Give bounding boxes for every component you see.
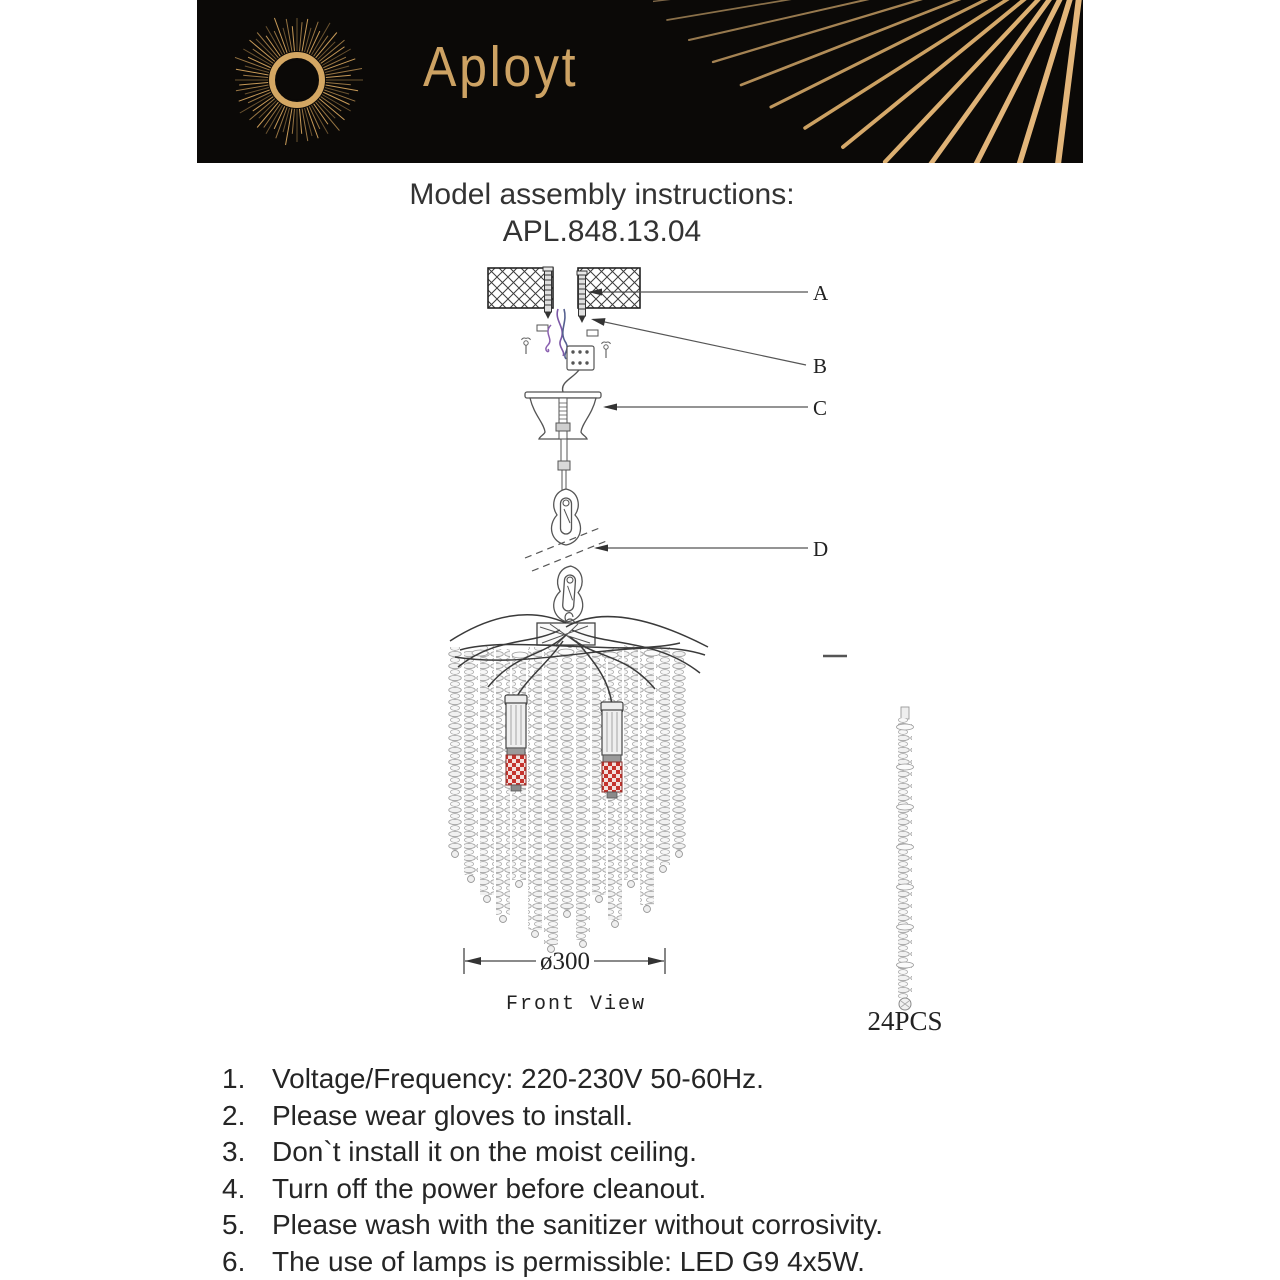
instruction-number: 6. [222, 1245, 246, 1277]
strand-sample [897, 707, 914, 1010]
instruction-item [222, 1207, 1102, 1244]
terminal-block [563, 346, 594, 392]
assembly-diagram [420, 255, 960, 1065]
instruction-number: 4. [222, 1172, 246, 1204]
title-block [0, 176, 1204, 250]
label-d: D [813, 537, 829, 561]
decorative-corner-rays [653, 0, 1083, 163]
instruction-number: 2. [222, 1099, 246, 1131]
canopy [525, 392, 601, 439]
instruction-item [222, 1244, 1102, 1280]
brand-name: Aployt [423, 35, 579, 99]
instruction-item [222, 1134, 1102, 1171]
instruction-text: Voltage/Frequency: 220-230V 50-60Hz. [272, 1063, 764, 1094]
leader-lines [588, 289, 847, 657]
instruction-number: 3. [222, 1136, 246, 1167]
dimension-value: ø300 [540, 948, 590, 975]
label-a: A [813, 281, 829, 305]
page-title: Model assembly instructions: [409, 178, 795, 211]
suspension-rod [558, 439, 570, 490]
brand-banner [197, 0, 1083, 163]
instruction-text: Don`t install it on the moist ceiling. [272, 1136, 697, 1167]
view-label: Front View [505, 993, 647, 1016]
instruction-text: The use of lamps is permissible: LED G9 4x5W. [272, 1245, 865, 1277]
ceiling-crosshatch [488, 268, 640, 308]
sunburst-center [277, 60, 317, 100]
instruction-item [222, 1171, 1102, 1208]
label-c: C [813, 396, 828, 420]
crystal-strands [448, 645, 686, 953]
label-b: B [813, 354, 828, 378]
instruction-item [222, 1098, 1102, 1135]
instruction-text: Please wear gloves to install. [272, 1099, 634, 1131]
instruction-text: Please wash with the sanitizer without corrosivity. [272, 1209, 884, 1240]
instruction-number: 1. [222, 1063, 246, 1094]
sunburst-logo-icon [197, 0, 407, 163]
model-number: APL.848.13.04 [502, 215, 702, 248]
instruction-number: 5. [222, 1209, 246, 1240]
instructions-list [222, 1061, 1102, 1280]
instruction-text: Turn off the power before cleanout. [272, 1172, 707, 1204]
instruction-item [222, 1061, 1102, 1098]
chain [525, 489, 609, 623]
pieces-count-label: 24PCS [867, 1006, 943, 1036]
